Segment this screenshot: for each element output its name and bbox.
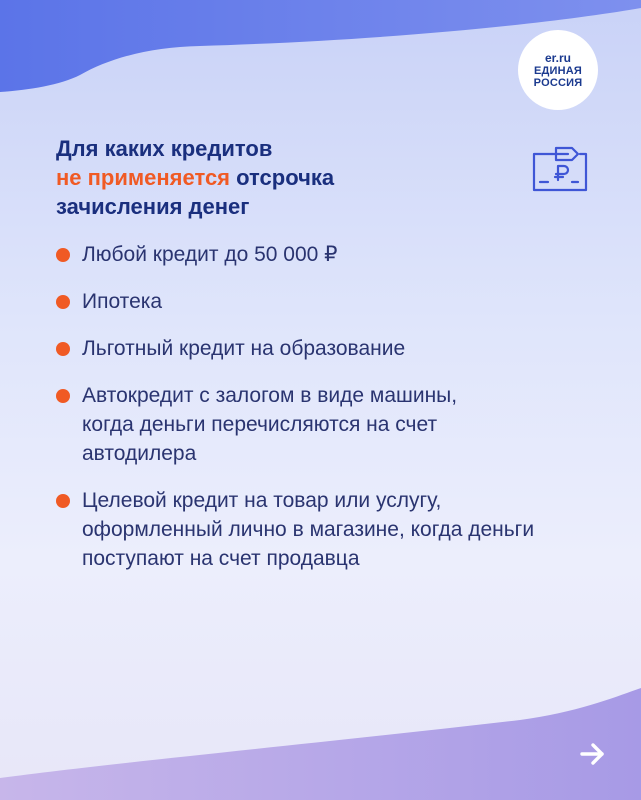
list-item (56, 240, 576, 269)
bottom-decoration (0, 680, 641, 800)
list-item (56, 381, 462, 468)
list-item-text: Целевой кредит на товар или услугу, оформленный лично в магазине, когда деньги поступают на счет продавца (82, 489, 535, 570)
title-line1: Для каких кредитов (56, 136, 273, 161)
title-line3: зачисления денег (56, 194, 250, 219)
bullet-dot (56, 389, 70, 403)
list-item-text: Автокредит с залогом в виде машины, когда деньги перечисляются на счет автодилера (82, 384, 458, 465)
bullet-dot (56, 494, 70, 508)
list-item (56, 287, 576, 316)
title-line2 (56, 163, 496, 192)
page-title (56, 134, 496, 221)
logo-name-line1: ЕДИНАЯ (533, 65, 583, 77)
bullet-dot (56, 248, 70, 262)
credit-list (56, 240, 576, 591)
list-item-text: Ипотека (82, 290, 163, 313)
card-transfer-ruble-icon (528, 142, 592, 194)
list-item (56, 334, 576, 363)
bullet-dot (56, 342, 70, 356)
logo-name (534, 65, 583, 89)
title-line2-rest: отсрочка (230, 165, 335, 190)
list-item-text: Льготный кредит на образование (82, 337, 406, 360)
list-item-text: Любой кредит до 50 000 ₽ (82, 243, 338, 266)
title-accent: не применяется (56, 165, 231, 190)
bullet-dot (56, 295, 70, 309)
list-item (56, 486, 562, 573)
party-logo (518, 30, 598, 110)
logo-url: er.ru (544, 51, 571, 65)
logo-name-line2: РОССИЯ (533, 77, 583, 89)
arrow-right-icon[interactable] (578, 740, 608, 768)
